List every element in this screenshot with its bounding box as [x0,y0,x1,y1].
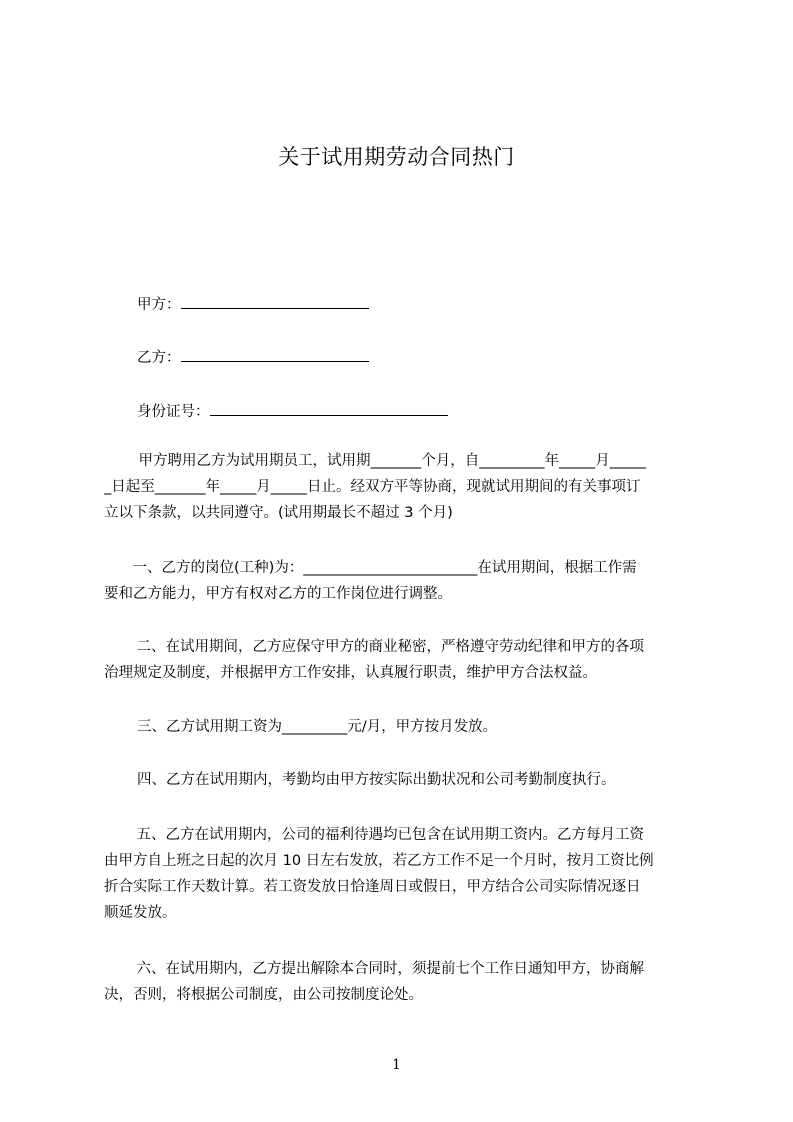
intro-paragraph [104,448,700,526]
clause-line: 决，否则，将根据公司制度，由公司按制度论处。 [104,987,423,1003]
document-title: 关于试用期劳动合同热门 [278,145,515,169]
clause-6 [104,956,700,1008]
id-number-label: 身份证号： [137,404,210,420]
page-number: 1 [392,1057,401,1073]
clause-line: 三、乙方试用期工资为_________元/月，甲方按月发放。 [137,719,498,735]
clause-line: 折合实际工作天数计算。若工资发放日恰逢周日或假日，甲方结合公司实际情况逐日 [104,879,641,895]
clause-3 [104,714,700,740]
intro-line: _日起至_______年_____月_____日止。经双方平等协商，现就试用期间的有关事项订 [104,479,641,495]
clause-line: 治理规定及制度，并根据甲方工作安排，认真履行职责，维护甲方合法权益。 [104,665,597,681]
clause-2 [104,634,700,686]
clause-1 [104,555,700,607]
party-b-field [137,346,369,368]
intro-line: 甲方聘用乙方为试用期员工，试用期_______个月，自_________年_____月_____ [124,453,646,469]
party-a-field [137,293,369,315]
clause-line: 五、乙方在试用期内，公司的福利待遇均已包含在试用期工资内。乙方每月工资 [122,827,644,843]
id-number-field [137,400,448,422]
id-number-blank [210,400,448,416]
party-a-label: 甲方： [137,297,181,313]
clause-line: 四、乙方在试用期内，考勤均由甲方按实际出勤状况和公司考勤制度执行。 [137,772,616,788]
clause-4 [104,767,700,793]
clause-line: 二、在试用期间，乙方应保守甲方的商业秘密，严格遵守劳动纪律和甲方的各项 [122,639,644,655]
party-b-label: 乙方： [137,350,181,366]
clause-5 [104,822,700,926]
clause-line: 一、乙方的岗位(工种)为：________________________在试用期间，根据工作需 [118,560,637,576]
party-a-blank [181,293,369,309]
clause-line: 六、在试用期内，乙方提出解除本合同时，须提前七个工作日通知甲方，协商解 [122,961,644,977]
clause-line: 顺延发放。 [104,905,177,921]
intro-line: 立以下条款，以共同遵守。(试用期最长不超过 3 个月) [104,505,453,521]
clause-line: 要和乙方能力，甲方有权对乙方的工作岗位进行调整。 [104,586,452,602]
clause-line: 由甲方自上班之日起的次月 10 日左右发放，若乙方工作不足一个月时，按月工资比例 [104,853,654,869]
party-b-blank [181,346,369,362]
